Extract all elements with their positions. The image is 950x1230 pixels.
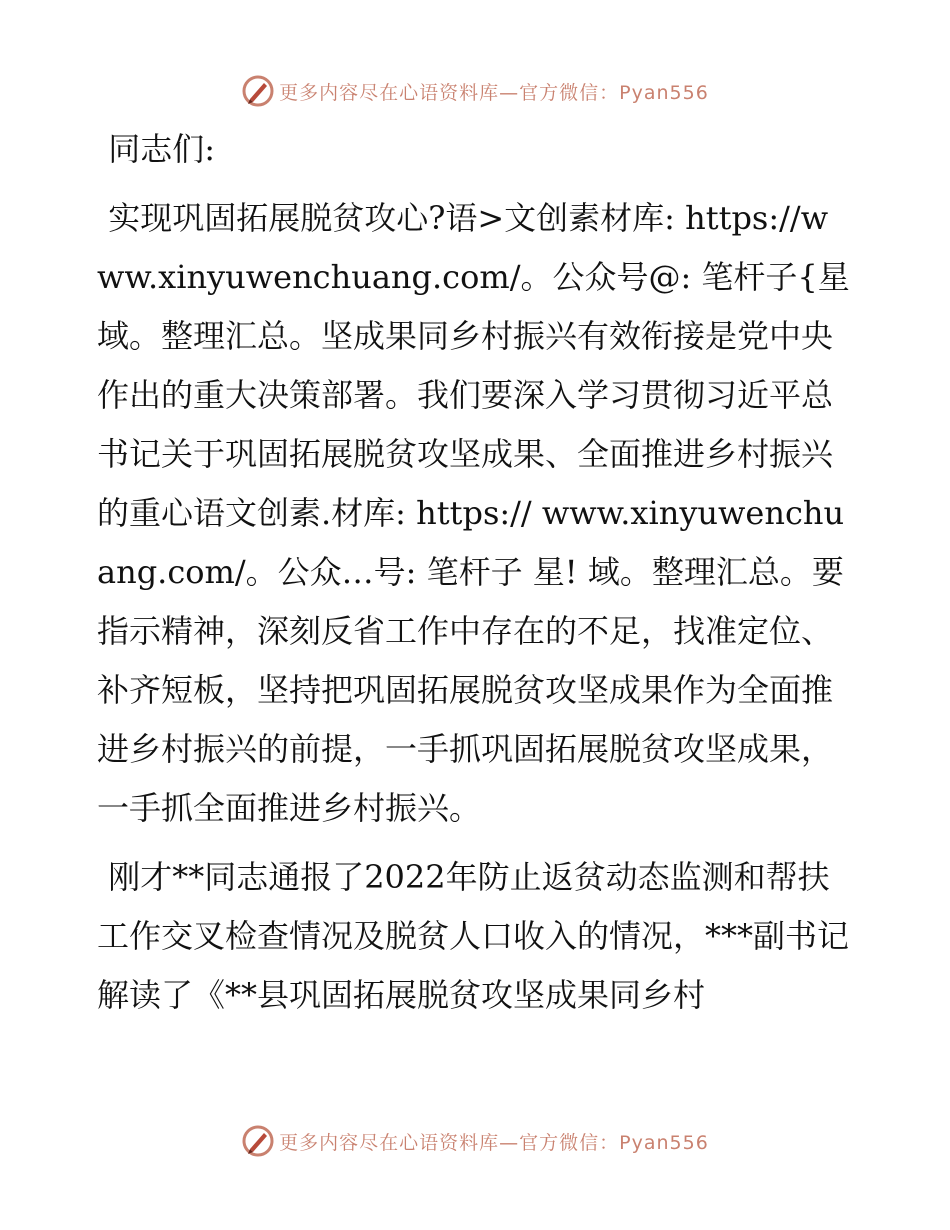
footer-watermark [0,1121,950,1161]
document-body [97,120,853,1025]
paragraph-2: 刚才**同志通报了2022年防止返贫动态监测和帮扶工作交叉检查情况及脱贫人口收入的情况，***副书记解读了《**县巩固拓展脱贫攻坚成果同乡村 [97,858,850,1014]
paragraph-1: 实现巩固拓展脱贫攻心?语>文创素材库: https://www.xinyuwenchuang.com/。公众号@: 笔杆子{星域。整理汇总。坚成果同乡村振兴有效衔接是党中央作出的重大决策部署。我们要深入学习贯彻习近平总书记关于巩固拓展脱贫攻坚成果、全面推进乡村振兴的重心语文创素.材库: https:// www.xinyuwenchuang.com/。公众…号: 笔杆子 星! 域。整理汇总。要指示精神，深刻反省工作中存在的不足，找准定位、补齐短板，坚持把巩固拓展脱贫攻坚成果作为全面推进乡村振兴的前提，一手抓巩固拓展脱贫攻坚成果，一手抓全面推进乡村振兴。 [97,199,850,827]
watermark-text: 更多内容尽在心语资料库—官方微信：Pyan556 [279,1131,709,1154]
pen-logo-icon [241,74,275,108]
watermark-text: 更多内容尽在心语资料库—官方微信：Pyan556 [279,81,709,104]
greeting: 同志们: [108,130,215,168]
header-watermark [0,71,950,111]
pen-logo-icon [241,1124,275,1158]
